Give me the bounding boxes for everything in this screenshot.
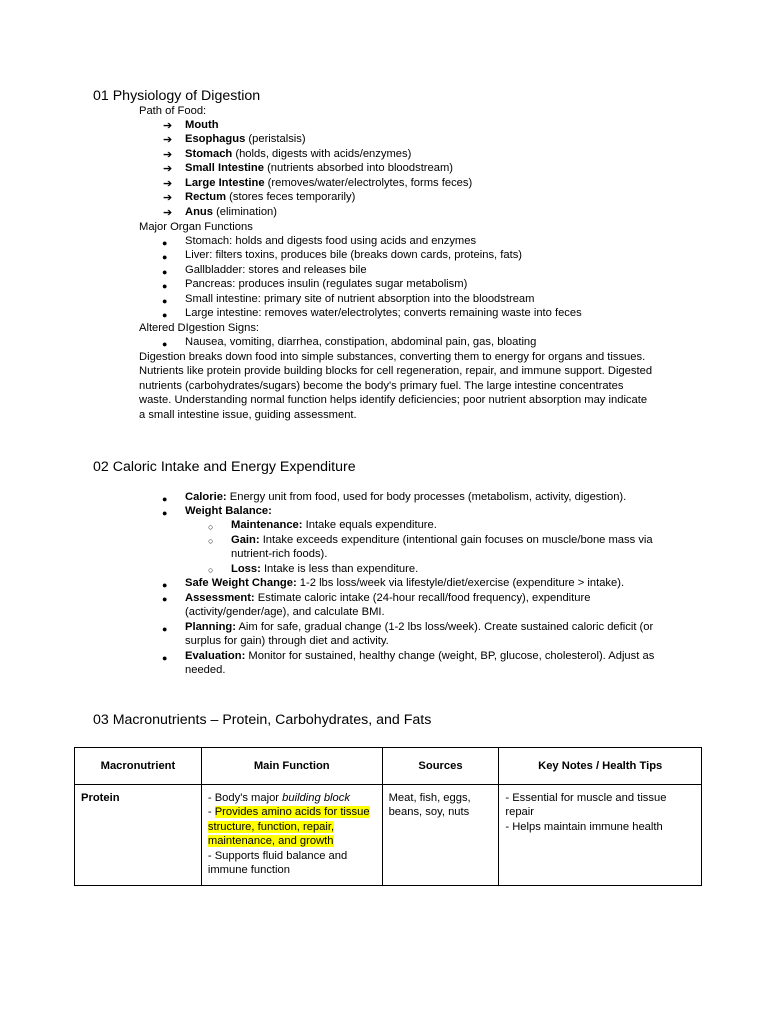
bullet-icon: ●: [162, 653, 168, 663]
bullet-icon: ●: [162, 339, 168, 349]
organ-item: Pancreas: produces insulin (regulates sugar metabolism): [185, 278, 468, 290]
column-header: Macronutrient: [75, 748, 202, 785]
planning-item-cont: surplus for gain) through diet and activity.: [185, 635, 389, 647]
circle-bullet-icon: ○: [208, 522, 214, 532]
arrow-icon: ➔: [163, 134, 173, 146]
bullet-icon: ●: [162, 310, 168, 320]
assessment-item-cont: (activity/gender/age), and calculate BMI.: [185, 606, 385, 618]
arrow-icon: ➔: [163, 163, 173, 175]
path-item: Anus (elimination): [185, 206, 278, 218]
gain-item: Gain: Intake exceeds expenditure (intentional gain focuses on muscle/bone mass via: [231, 534, 653, 546]
table-header-row: [75, 748, 702, 785]
planning-item: Planning: Aim for safe, gradual change (1-2 lbs loss/week). Create sustained caloric deficit (or: [185, 621, 654, 633]
bullet-icon: ●: [162, 594, 168, 604]
arrow-icon: ➔: [163, 178, 173, 190]
organ-functions-title: Major Organ Functions: [139, 221, 253, 233]
maintenance-item: Maintenance: Intake equals expenditure.: [231, 519, 437, 531]
section-2-heading: 02 Caloric Intake and Energy Expenditure: [93, 459, 356, 475]
section-3-heading: 03 Macronutrients – Protein, Carbohydrates, and Fats: [93, 712, 432, 728]
path-item: Esophagus (peristalsis): [185, 133, 306, 145]
paragraph-line: Digestion breaks down food into simple substances, converting them to energy for organs and tissues.: [139, 351, 646, 363]
organ-item: Stomach: holds and digests food using acids and enzymes: [185, 235, 477, 247]
sources-cell: Meat, fish, eggs, beans, soy, nuts: [382, 785, 499, 886]
altered-signs-title: Altered DIgestion Signs:: [139, 322, 260, 334]
paragraph-line: nutrients (carbohydrates/sugars) become the body's primary fuel. The large intestine concentrates: [139, 380, 624, 392]
macronutrient-table: [74, 747, 702, 886]
path-item: Mouth: [185, 119, 219, 131]
evaluation-item: Evaluation: Monitor for sustained, healthy change (weight, BP, glucose, cholesterol). Adjust as: [185, 650, 655, 662]
bullet-icon: ●: [162, 238, 168, 248]
path-item: Large Intestine (removes/water/electrolytes, forms feces): [185, 177, 473, 189]
path-item: Stomach (holds, digests with acids/enzymes): [185, 148, 412, 160]
path-item: Rectum (stores feces temporarily): [185, 191, 356, 203]
bullet-icon: ●: [162, 252, 168, 262]
organ-item: Small intestine: primary site of nutrient absorption into the bloodstream: [185, 293, 535, 305]
calorie-item: Calorie: Energy unit from food, used for body processes (metabolism, activity, digestion).: [185, 491, 627, 503]
arrow-icon: ➔: [163, 192, 173, 204]
gain-item-cont: nutrient-rich foods).: [231, 548, 328, 560]
bullet-icon: ●: [162, 281, 168, 291]
section-1-heading: 01 Physiology of Digestion: [93, 88, 261, 104]
paragraph-line: waste. Understanding normal function helps identify deficiencies; poor nutrient absorption may indicate: [139, 394, 648, 406]
weight-balance-item: Weight Balance:: [185, 505, 272, 517]
highlighted-text: Provides amino acids for tissue structure, function, repair, maintenance, and growth: [207, 806, 370, 848]
paragraph-line: a small intestine issue, guiding assessment.: [139, 409, 357, 421]
path-of-food-title: Path of Food:: [139, 105, 207, 117]
bullet-icon: ●: [162, 580, 168, 590]
column-header: Main Function: [201, 748, 382, 785]
column-header: Key Notes / Health Tips: [499, 748, 702, 785]
safe-weight-item: Safe Weight Change: 1-2 lbs loss/week via lifestyle/diet/exercise (expenditure > intake).: [185, 577, 625, 589]
circle-bullet-icon: ○: [208, 536, 214, 546]
organ-item: Large intestine: removes water/electrolytes; converts remaining waste into feces: [185, 307, 582, 319]
bullet-icon: ●: [162, 494, 168, 504]
altered-item: Nausea, vomiting, diarrhea, constipation, abdominal pain, gas, bloating: [185, 336, 537, 348]
main-function-cell: - Body's major building block - Provides amino acids for tissue structure, function, repair, maintenance, and growth - Supports fluid balance and immune function: [201, 785, 382, 886]
assessment-item: Assessment: Estimate caloric intake (24-hour recall/food frequency), expenditure: [185, 592, 591, 604]
key-notes-cell: - Essential for muscle and tissue repair - Helps maintain immune health: [499, 785, 702, 886]
bullet-icon: ●: [162, 296, 168, 306]
evaluation-item-cont: needed.: [185, 664, 226, 676]
macronutrient-name-cell: Protein: [75, 785, 202, 886]
bullet-icon: ●: [162, 624, 168, 634]
organ-item: Liver: filters toxins, produces bile (breaks down cards, proteins, fats): [185, 249, 523, 261]
arrow-icon: ➔: [163, 207, 173, 219]
organ-item: Gallbladder: stores and releases bile: [185, 264, 367, 276]
column-header: Sources: [382, 748, 499, 785]
path-item: Small Intestine (nutrients absorbed into bloodstream): [185, 162, 454, 174]
arrow-icon: ➔: [163, 149, 173, 161]
bullet-icon: ●: [162, 267, 168, 277]
paragraph-line: Nutrients like protein provide building blocks for cell regeneration, repair, and immune support. Digested: [139, 365, 653, 377]
arrow-icon: ➔: [163, 120, 173, 132]
bullet-icon: ●: [162, 508, 168, 518]
table-row: [75, 785, 702, 886]
loss-item: Loss: Intake is less than expenditure.: [231, 563, 419, 575]
circle-bullet-icon: ○: [208, 565, 214, 575]
